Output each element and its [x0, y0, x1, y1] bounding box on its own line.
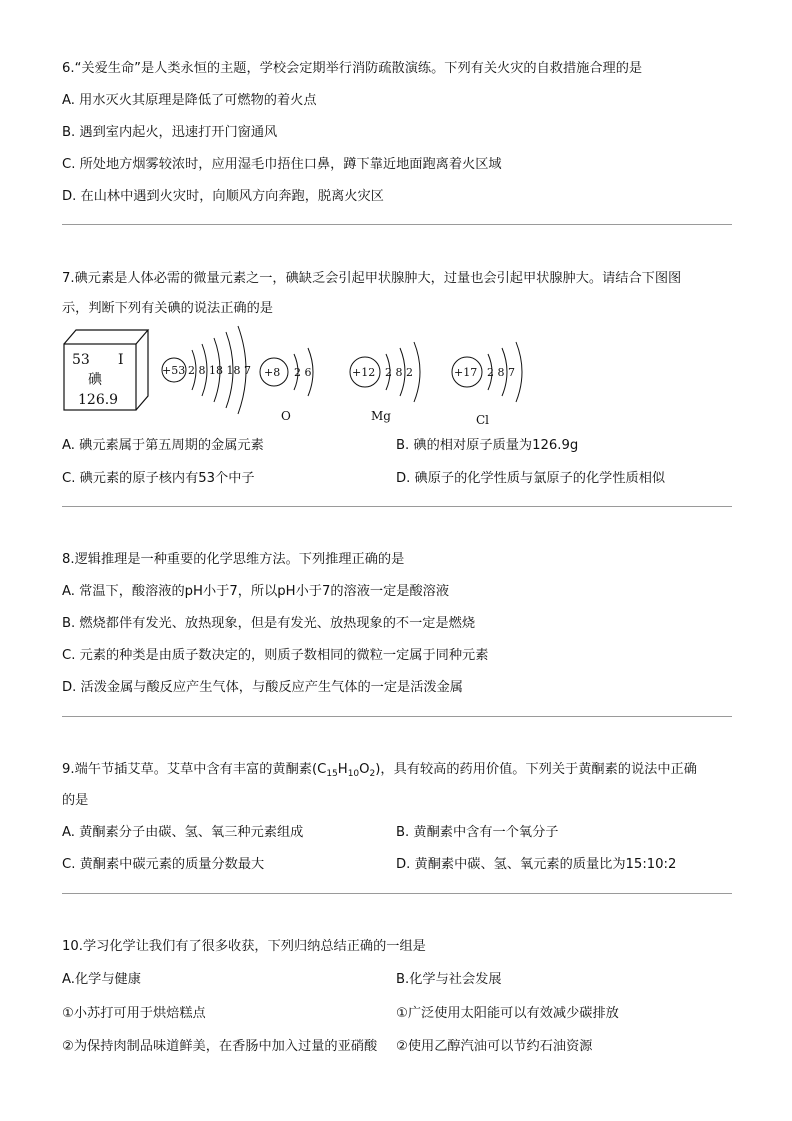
q9-option-d: D. 黄酮素中碳、氢、氧元素的质量比为15:10:2 [396, 857, 677, 872]
q9-formula-o: O [359, 762, 370, 777]
atom-diagrams [62, 320, 562, 430]
q8-option-b: B. 燃烧都伴有发光、放热现象，但是有发光、放热现象的不一定是燃烧 [62, 616, 476, 631]
q9-formula-sub-o: 2 [369, 769, 376, 779]
q9-option-b: B. 黄酮素中含有一个氧分子 [396, 825, 559, 840]
chlorine-nucleus: +17 [454, 366, 478, 379]
q6-option-a: A. 用水灭火其原理是降低了可燃物的着火点 [62, 93, 317, 108]
q10-group-a-item1: ①小苏打可用于烘焙糕点 [62, 1006, 206, 1021]
q10-group-a-title: A.化学与健康 [62, 972, 141, 987]
q9-stem-line1 [62, 758, 697, 779]
chlorine-label: Cl [476, 413, 490, 427]
chlorine-shells: 2 8 7 [487, 366, 515, 379]
q7-stem-line1: 7.碘元素是人体必需的微量元素之一，碘缺乏会引起甲状腺肿大，过量也会引起甲状腺肿大。请结合下图图 [62, 271, 682, 286]
q8-option-c: C. 元素的种类是由质子数决定的，则质子数相同的微粒一定属于同种元素 [62, 648, 489, 663]
magnesium-label: Mg [371, 409, 391, 423]
oxygen-nucleus: +8 [264, 366, 281, 379]
q9-option-a: A. 黄酮素分子由碳、氢、氧三种元素组成 [62, 825, 304, 840]
q6-option-c: C. 所处地方烟雾较浓时，应用湿毛巾捂住口鼻，蹲下靠近地面跑离着火区域 [62, 157, 502, 172]
magnesium-shells: 2 8 2 [385, 366, 413, 379]
q6-stem: 6.“关爱生命”是人类永恒的主题，学校会定期举行消防疏散演练。下列有关火灾的自救措施合理的是 [62, 61, 643, 76]
q7-option-c: C. 碘元素的原子核内有53个中子 [62, 471, 255, 486]
q7-stem-line2: 示，判断下列有关碘的说法正确的是 [62, 301, 273, 316]
chlorine-atom [452, 342, 522, 427]
oxygen-label: O [281, 409, 291, 423]
q9-formula-h: H [337, 762, 348, 777]
divider [62, 224, 732, 225]
element-mass: 126.9 [78, 392, 119, 408]
q10-group-b-item1: ①广泛使用太阳能可以有效减少碳排放 [396, 1006, 619, 1021]
element-number: 53 [72, 352, 90, 368]
magnesium-nucleus: +12 [352, 366, 376, 379]
q8-option-d: D. 活泼金属与酸反应产生气体，与酸反应产生气体的一定是活泼金属 [62, 680, 463, 695]
q9-stem-pre: 9.端午节插艾草。艾草中含有丰富的黄酮素(C [62, 762, 327, 777]
element-name: 碘 [88, 372, 102, 388]
element-symbol: I [118, 352, 124, 368]
q8-stem: 8.逻辑推理是一种重要的化学思维方法。下列推理正确的是 [62, 552, 405, 567]
iodine-shells: 2 8 18 18 7 [188, 364, 251, 377]
q9-formula-sub-h: 10 [347, 769, 360, 779]
q6-option-b: B. 遇到室内起火，迅速打开门窗通风 [62, 125, 278, 140]
magnesium-atom [350, 342, 420, 423]
q10-group-b-item2: ②使用乙醇汽油可以节约石油资源 [396, 1039, 593, 1054]
q8-option-a: A. 常温下，酸溶液的pH小于7，所以pH小于7的溶液一定是酸溶液 [62, 584, 450, 599]
divider [62, 893, 732, 894]
q7-option-b: B. 碘的相对原子质量为126.9g [396, 438, 579, 453]
q9-formula-sub-c: 15 [326, 769, 338, 779]
iodine-atom [162, 326, 251, 414]
q10-group-a-item2: ②为保持肉制品味道鲜美，在香肠中加入过量的亚硝酸 [62, 1039, 378, 1054]
q9-stem-post: )，具有较高的药用价值。下列关于黄酮素的说法中正确 [375, 762, 697, 777]
iodine-nucleus: +53 [162, 364, 186, 377]
q9-stem-line2: 的是 [62, 793, 89, 808]
q6-option-d: D. 在山林中遇到火灾时，向顺风方向奔跑，脱离火灾区 [62, 189, 384, 204]
divider [62, 716, 732, 717]
oxygen-shells: 2 6 [294, 366, 312, 379]
q9-option-c: C. 黄酮素中碳元素的质量分数最大 [62, 857, 265, 872]
atomic-structure-figure [62, 320, 562, 430]
oxygen-atom [260, 348, 313, 423]
divider [62, 506, 732, 507]
q10-stem: 10.学习化学让我们有了很多收获，下列归纳总结正确的一组是 [62, 939, 426, 954]
q7-option-d: D. 碘原子的化学性质与氯原子的化学性质相似 [396, 471, 666, 486]
q10-group-b-title: B.化学与社会发展 [396, 972, 502, 987]
q7-option-a: A. 碘元素属于第五周期的金属元素 [62, 438, 264, 453]
